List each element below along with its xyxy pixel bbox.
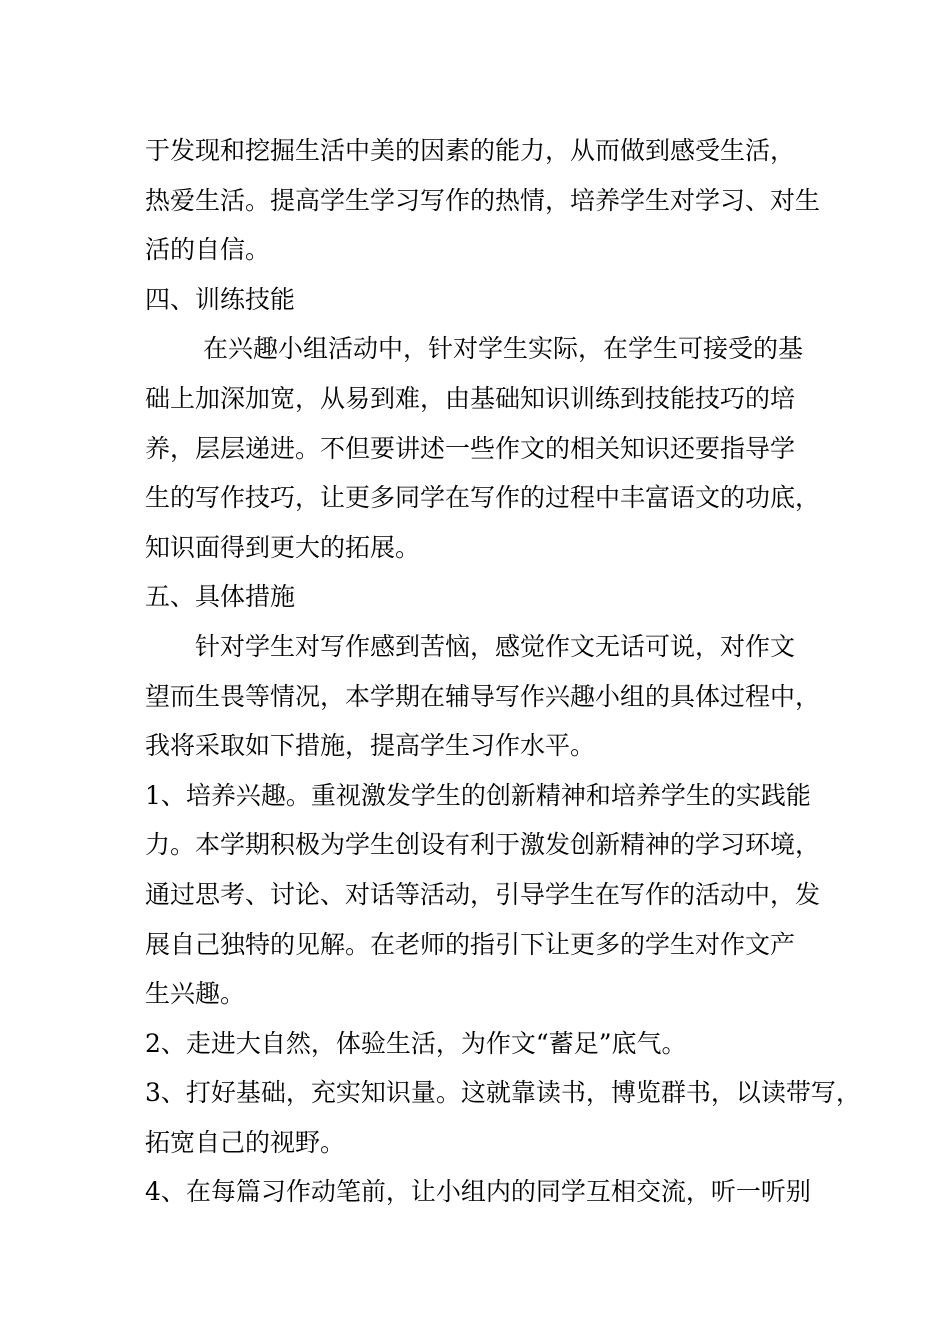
paragraph-line: 展自己独特的见解。在老师的指引下让更多的学生对作文产 — [145, 929, 796, 959]
paragraph-line: 力。本学期积极为学生创设有利于激发创新精神的学习环境， — [145, 830, 821, 860]
list-item: 1、培养兴趣。重视激发学生的创新精神和培养学生的实践能 — [145, 780, 811, 810]
list-item: 2、走进大自然，体验生活，为作文“蓄足”底气。 — [145, 1028, 687, 1058]
section-heading: 五、具体措施 — [145, 582, 296, 612]
paragraph-line: 望而生畏等情况，本学期在辅导写作兴趣小组的具体过程中， — [145, 681, 821, 711]
list-item: 4、在每篇习作动笔前，让小组内的同学互相交流，听一听别 — [145, 1177, 811, 1207]
paragraph-line: 通过思考、讨论、对话等活动，引导学生在写作的活动中，发 — [145, 879, 821, 909]
paragraph-line: 生的写作技巧，让更多同学在写作的过程中丰富语文的功底， — [145, 483, 821, 513]
paragraph-line: 拓宽自己的视野。 — [145, 1127, 346, 1157]
section-heading: 四、训练技能 — [145, 284, 296, 314]
paragraph-line: 针对学生对写作感到苦恼，感觉作文无话可说，对作文 — [195, 631, 796, 661]
paragraph-line: 养，层层递进。不但要讲述一些作文的相关知识还要指导学 — [145, 433, 796, 463]
document-body — [145, 126, 861, 1217]
paragraph-line: 于发现和挖掘生活中美的因素的能力，从而做到感受生活， — [145, 136, 796, 165]
paragraph-line: 知识面得到更大的拓展。 — [145, 532, 421, 562]
paragraph-line: 热爱生活。提高学生学习写作的热情，培养学生对学习、对生 — [145, 185, 821, 215]
paragraph-line: 础上加深加宽，从易到难，由基础知识训练到技能技巧的培 — [145, 383, 796, 413]
paragraph-line: 生兴趣。 — [145, 979, 246, 1009]
paragraph-line: 我将采取如下措施，提高学生习作水平。 — [145, 731, 596, 761]
paragraph-line: 在兴趣小组活动中，针对学生实际，在学生可接受的基 — [203, 334, 804, 364]
paragraph-line: 活的自信。 — [145, 235, 271, 265]
list-item: 3、打好基础，充实知识量。这就靠读书，博览群书，以读带写， — [145, 1078, 861, 1108]
